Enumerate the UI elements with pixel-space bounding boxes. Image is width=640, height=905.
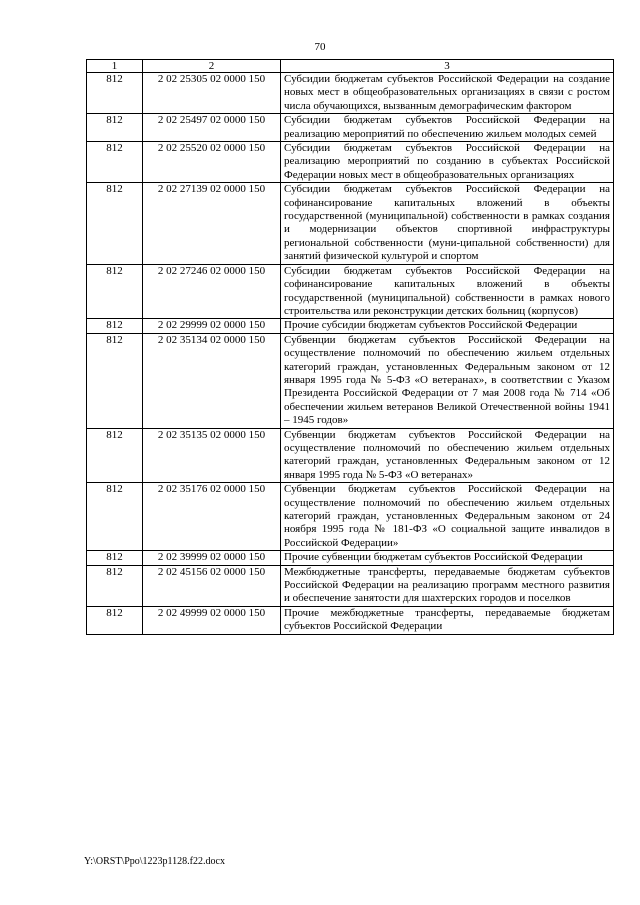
document-file-path: Y:\ORST\Ppo\1223p1128.f22.docx [84,856,225,867]
budget-code-cell: 2 02 49999 02 0000 150 [143,606,281,634]
description-cell: Субсидии бюджетам субъектов Российской Федерации на реализацию мероприятий по обеспечению жильем молодых семей [281,114,614,142]
admin-code-cell: 812 [87,606,143,634]
column-header-description: 3 [281,60,614,73]
admin-code-cell: 812 [87,551,143,565]
column-header-code: 2 [143,60,281,73]
page-number: 70 [314,41,326,53]
budget-code-cell: 2 02 45156 02 0000 150 [143,565,281,606]
table-header-row [87,60,614,73]
budget-code-cell: 2 02 39999 02 0000 150 [143,551,281,565]
admin-code-cell: 812 [87,142,143,183]
table-row [87,73,614,114]
table-row [87,264,614,319]
table-row [87,333,614,428]
table-row [87,183,614,264]
description-cell: Субсидии бюджетам субъектов Российской Федерации на софинансирование капитальных вложений в объекты государственной (муниципальной) собственности в рамках нового строительства или реконструкции детских больниц (корпусов) [281,264,614,319]
admin-code-cell: 812 [87,319,143,333]
table-row [87,606,614,634]
admin-code-cell: 812 [87,73,143,114]
admin-code-cell: 812 [87,483,143,551]
admin-code-cell: 812 [87,333,143,428]
description-cell: Субвенции бюджетам субъектов Российской Федерации на осуществление полномочий по обеспечению жильем отдельных категорий граждан, установленных Федеральным законом от 24 ноября 1995 года № 181-ФЗ «О социальной защите инвалидов в Российской Федерации» [281,483,614,551]
admin-code-cell: 812 [87,114,143,142]
table-row [87,319,614,333]
description-cell: Субсидии бюджетам субъектов Российской Федерации на реализацию мероприятий по созданию в субъектах Российской Федерации новых мест в общеобразовательных организациях [281,142,614,183]
description-cell: Межбюджетные трансферты, передаваемые бюджетам субъектов Российской Федерации на реализацию программ местного развития и обеспечение занятости для шахтерских городов и поселков [281,565,614,606]
table-row [87,565,614,606]
budget-codes-table [86,59,614,635]
description-cell: Субсидии бюджетам субъектов Российской Федерации на софинансирование капитальных вложений в объекты государственной (муниципальной) собственности в рамках создания и модернизации объектов спортивной инфраструктуры региональной собственности (муни-ципальной собственности) для занятий физической культурой и спортом [281,183,614,264]
table-row [87,114,614,142]
budget-code-cell: 2 02 25305 02 0000 150 [143,73,281,114]
column-header-admin: 1 [87,60,143,73]
budget-code-cell: 2 02 27139 02 0000 150 [143,183,281,264]
description-cell: Субвенции бюджетам субъектов Российской Федерации на осуществление полномочий по обеспечению жильем отдельных категорий граждан, установленных Федеральным законом от 12 января 1995 года № 5-ФЗ «О ветеранах» [281,428,614,483]
budget-code-cell: 2 02 27246 02 0000 150 [143,264,281,319]
budget-code-cell: 2 02 35176 02 0000 150 [143,483,281,551]
description-cell: Прочие межбюджетные трансферты, передаваемые бюджетам субъектов Российской Федерации [281,606,614,634]
admin-code-cell: 812 [87,428,143,483]
description-cell: Прочие субвенции бюджетам субъектов Российской Федерации [281,551,614,565]
admin-code-cell: 812 [87,565,143,606]
admin-code-cell: 812 [87,264,143,319]
budget-code-cell: 2 02 29999 02 0000 150 [143,319,281,333]
table-row [87,428,614,483]
budget-code-cell: 2 02 35135 02 0000 150 [143,428,281,483]
description-cell: Субсидии бюджетам субъектов Российской Федерации на создание новых мест в общеобразовательных организациях в связи с ростом числа обучающихся, вызванным демографическим фактором [281,73,614,114]
budget-code-cell: 2 02 35134 02 0000 150 [143,333,281,428]
table-row [87,551,614,565]
description-cell: Субвенции бюджетам субъектов Российской Федерации на осуществление полномочий по обеспечению жильем отдельных категорий граждан, установленных Федеральным законом от 12 января 1995 года № 5-ФЗ «О ветеранах», в соответствии с Указом Президента Российской Федерации от 7 мая 2008 года № 714 «Об обеспечении жильем ветеранов Великой Отечественной войны 1941 – 1945 годов» [281,333,614,428]
budget-code-cell: 2 02 25520 02 0000 150 [143,142,281,183]
admin-code-cell: 812 [87,183,143,264]
budget-code-cell: 2 02 25497 02 0000 150 [143,114,281,142]
description-cell: Прочие субсидии бюджетам субъектов Российской Федерации [281,319,614,333]
table-row [87,483,614,551]
table-row [87,142,614,183]
